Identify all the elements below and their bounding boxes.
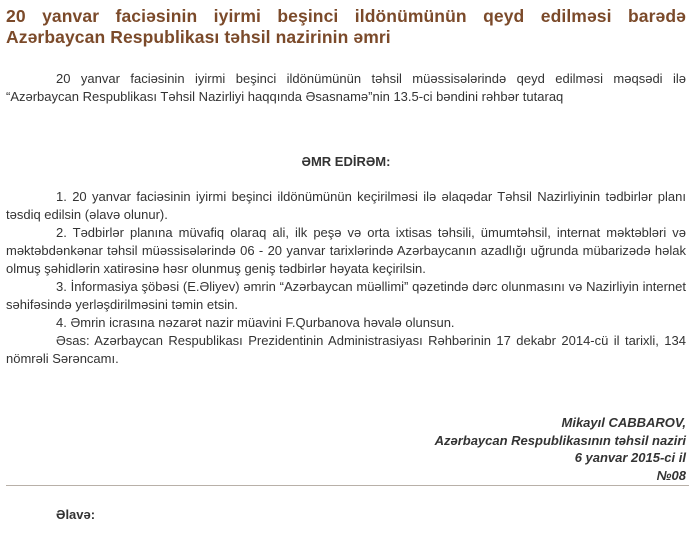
decree-item-4: 4. Əmrin icrasına nəzarət nazir müavini F.Qurbanova həvalə olunsun. bbox=[56, 315, 455, 330]
signature-block bbox=[6, 414, 686, 484]
decree-basis: Əsas: Azərbaycan Respublikası Prezidentinin Administrasiyası Rəhbərinin 17 dekabr 2014-cü il tarixli, 134 nömrəli Sərəncamı. bbox=[6, 333, 686, 366]
appendix-label: Əlavə: bbox=[56, 507, 96, 522]
section-divider bbox=[6, 485, 689, 486]
decree-heading: ƏMR EDİRƏM: bbox=[301, 154, 391, 169]
decree-item-1: 1. 20 yanvar faciəsinin iyirmi beşinci ildönümünün keçirilməsi ilə əlaqədar Təhsil Nazirliyinin tədbirlər planı təsdiq edilsin (əlavə olunur). bbox=[6, 189, 686, 222]
intro-paragraph: 20 yanvar faciəsinin iyirmi beşinci ildönümünün təhsil müəssisələrində qeyd edilməsi məqsədi ilə “Azərbaycan Respublikası Təhsil Nazirliyi haqqında Əsasnamə”nin 13.5-ci bəndini rəhbər tutaraq bbox=[6, 71, 686, 104]
decree-date: 6 yanvar 2015-ci il bbox=[574, 450, 686, 465]
signatory-position: Azərbaycan Respublikasının təhsil naziri bbox=[434, 432, 686, 448]
decree-items bbox=[6, 188, 686, 368]
document-title-line-1: 20 yanvar faciəsinin iyirmi beşinci ildönümünün qeyd edilməsi barədə bbox=[6, 6, 686, 26]
signatory-name: Mikayıl CABBAROV, bbox=[561, 415, 686, 430]
document-title-line-2: Azərbaycan Respublikası təhsil nazirinin əmri bbox=[6, 27, 391, 47]
decree-document bbox=[6, 6, 686, 522]
document-title bbox=[6, 6, 686, 48]
decree-item-3: 3. İnformasiya şöbəsi (E.Əliyev) əmrin “Azərbaycan müəllimi” qəzetində dərc olunmasını və Nazirliyin internet səhifəsində yerləşdirilməsini təmin etsin. bbox=[6, 279, 686, 312]
decree-item-2: 2. Tədbirlər planına müvafiq olaraq ali, ilk peşə və orta ixtisas təhsili, ümumtəhsil, internat məktəbləri və məktəbdənkənar təhsil müəssisələrində 06 - 20 yanvar tarixlərində Azərbaycanın azadlığı uğrunda mübarizədə həlak olmuş şəhidlərin xatirəsinə həsr olunmuş geniş tədbirlər həyata keçirilsin. bbox=[6, 225, 686, 276]
decree-number: №08 bbox=[656, 467, 686, 483]
